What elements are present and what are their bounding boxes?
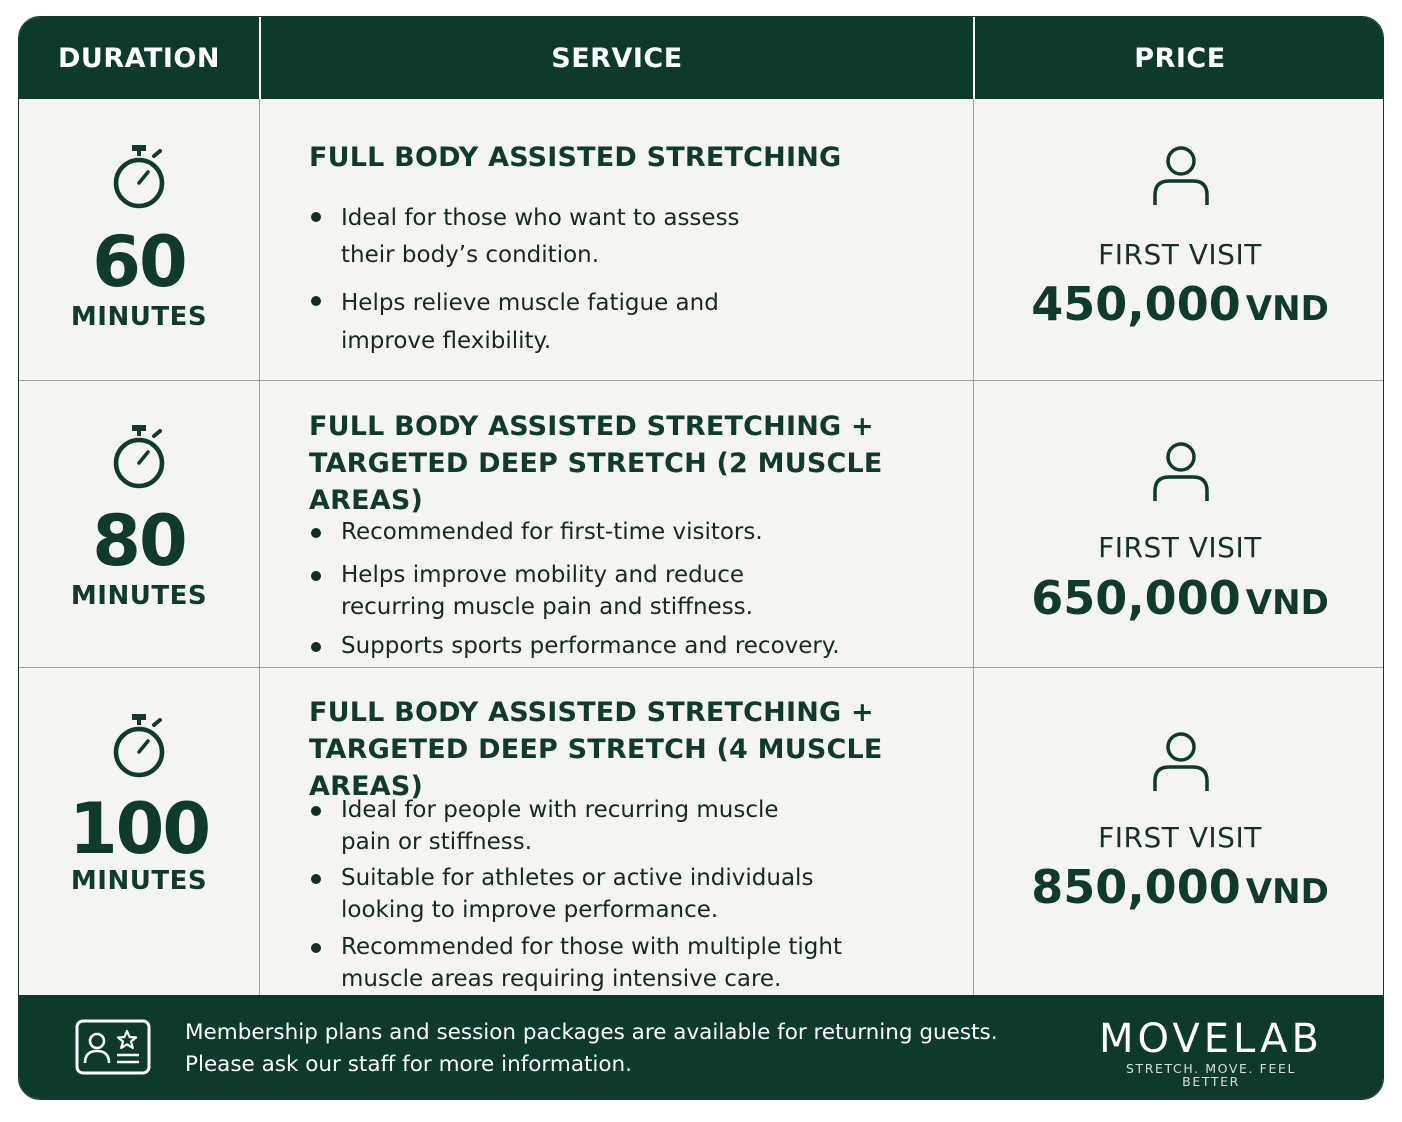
- stopwatch-icon: [107, 423, 171, 491]
- service-cell: [309, 99, 959, 380]
- brand-logo: MOVELAB: [1099, 1016, 1323, 1062]
- column-divider: [259, 381, 260, 667]
- service-bullet: Ideal for those who want to assess their body’s condition.: [309, 200, 740, 274]
- member-card-icon: [75, 1019, 151, 1075]
- duration-value: 60: [92, 221, 186, 303]
- header-service: SERVICE: [551, 42, 683, 74]
- service-bullet: Ideal for people with recurring muscle pain or stiffness.: [309, 794, 779, 858]
- service-bullet: Helps relieve muscle fatigue and improve flexibility.: [309, 284, 719, 360]
- price-currency: VND: [1245, 289, 1329, 329]
- price-currency: VND: [1245, 583, 1329, 623]
- duration-unit: MINUTES: [70, 866, 208, 896]
- price-label: FIRST VISIT: [1098, 821, 1262, 854]
- table-row: [19, 668, 1383, 995]
- person-icon: [1151, 439, 1211, 503]
- service-bullet: Helps improve mobility and reduce recurring muscle pain and stiffness.: [309, 559, 753, 623]
- price-label: FIRST VISIT: [1098, 531, 1262, 564]
- price-value: 650,000: [1031, 571, 1241, 625]
- price-cell: [975, 381, 1384, 667]
- price-amount: [975, 571, 1384, 625]
- footer-bar: [19, 995, 1383, 1100]
- duration-unit: MINUTES: [70, 302, 208, 332]
- price-value: 850,000: [1031, 860, 1241, 914]
- service-cell: [309, 668, 959, 995]
- service-title: FULL BODY ASSISTED STRETCHING: [309, 142, 842, 173]
- duration-unit: MINUTES: [70, 581, 208, 611]
- price-cell: [975, 99, 1384, 380]
- table-row: [19, 99, 1383, 380]
- price-table-card: [18, 16, 1384, 1100]
- price-cell: [975, 668, 1384, 995]
- table-row: [19, 381, 1383, 667]
- price-amount: [975, 277, 1384, 331]
- person-icon: [1151, 143, 1211, 207]
- column-divider: [259, 99, 260, 380]
- service-title: FULL BODY ASSISTED STRETCHING + TARGETED DEEP STRETCH (2 MUSCLE AREAS): [309, 411, 883, 516]
- duration-cell: [19, 668, 259, 995]
- column-divider: [973, 381, 974, 667]
- price-amount: [975, 860, 1384, 914]
- person-icon: [1151, 729, 1211, 793]
- price-label: FIRST VISIT: [1098, 238, 1262, 271]
- table-header: [19, 17, 1383, 99]
- stopwatch-icon: [107, 712, 171, 780]
- service-bullet: Suitable for athletes or active individuals looking to improve performance.: [309, 862, 813, 926]
- price-value: 450,000: [1031, 277, 1241, 331]
- header-price: PRICE: [1134, 42, 1226, 74]
- column-divider: [973, 99, 974, 380]
- column-divider: [259, 668, 260, 995]
- header-duration: DURATION: [58, 42, 220, 74]
- service-bullet: Recommended for those with multiple tight muscle areas requiring intensive care.: [309, 931, 842, 995]
- duration-value: 80: [92, 500, 186, 582]
- service-bullet: Supports sports performance and recovery.: [309, 630, 840, 662]
- stopwatch-icon: [107, 143, 171, 211]
- footer-note: Membership plans and session packages are available for returning guests. Please ask our staff for more information.: [185, 1020, 998, 1077]
- duration-cell: [19, 99, 259, 380]
- duration-value: 100: [68, 788, 210, 870]
- column-divider: [973, 668, 974, 995]
- duration-cell: [19, 381, 259, 667]
- service-cell: [309, 381, 959, 667]
- price-currency: VND: [1245, 872, 1329, 912]
- service-bullet: Recommended for first-time visitors.: [309, 516, 763, 548]
- brand-tagline: STRETCH. MOVE. FEEL BETTER: [1125, 1061, 1297, 1089]
- service-title: FULL BODY ASSISTED STRETCHING + TARGETED DEEP STRETCH (4 MUSCLE AREAS): [309, 697, 883, 802]
